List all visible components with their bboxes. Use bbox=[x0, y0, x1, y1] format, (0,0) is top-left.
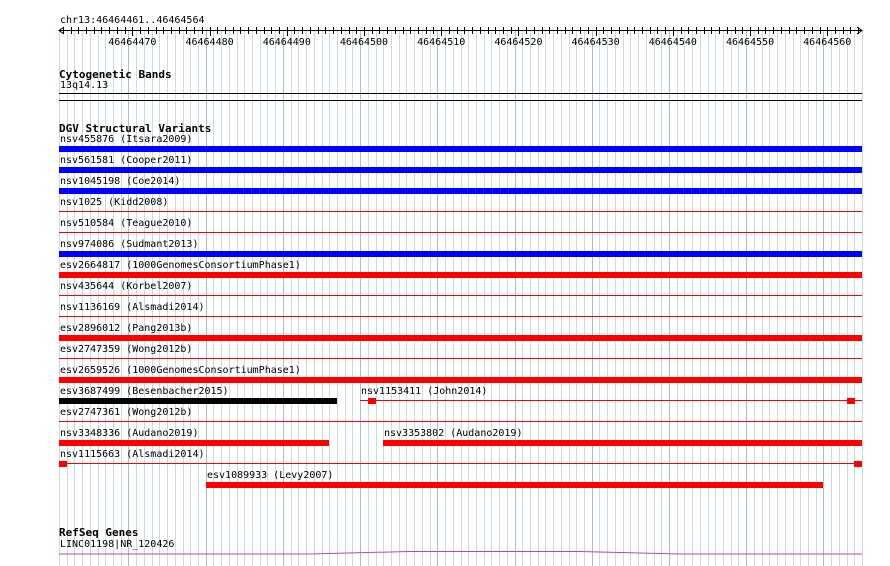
refseq-gene-label[interactable]: LINC01198|NR_120426 bbox=[60, 539, 175, 550]
location-label: chr13:46464461..46464564 bbox=[60, 15, 205, 26]
dgv-feature-label[interactable]: nsv510584 (Teague2010) bbox=[60, 218, 193, 229]
dgv-feature-bar[interactable] bbox=[59, 211, 862, 212]
dgv-feature-bar[interactable] bbox=[59, 440, 329, 446]
dgv-feature-label[interactable]: esv1089933 (Levy2007) bbox=[207, 470, 334, 481]
dgv-feature-label[interactable]: esv3687499 (Besenbacher2015) bbox=[60, 386, 229, 397]
refseq-track-title[interactable]: RefSeq Genes bbox=[59, 526, 139, 539]
refseq-gene-feature[interactable] bbox=[59, 546, 862, 558]
dgv-feature-label[interactable]: esv2747361 (Wong2012b) bbox=[60, 407, 193, 418]
dgv-feature-label[interactable]: esv2664817 (1000GenomesConsortiumPhase1) bbox=[60, 260, 301, 271]
ruler-tick-label: 46464560 bbox=[803, 37, 852, 48]
dgv-feature-label[interactable]: nsv1025 (Kidd2008) bbox=[60, 197, 169, 208]
dgv-feature-label[interactable]: nsv561581 (Cooper2011) bbox=[60, 155, 193, 166]
dgv-feature-start-block[interactable] bbox=[59, 461, 67, 467]
refseq-gene-line bbox=[59, 552, 862, 555]
track-divider bbox=[59, 100, 862, 101]
ruler-tick-label: 46464500 bbox=[339, 37, 389, 48]
dgv-feature-start-block[interactable] bbox=[368, 398, 376, 404]
dgv-feature-label[interactable]: esv2747359 (Wong2012b) bbox=[60, 344, 193, 355]
dgv-feature-label[interactable]: nsv1115663 (Alsmadi2014) bbox=[60, 449, 205, 460]
ruler-tick-label: 46464470 bbox=[108, 37, 157, 48]
dgv-feature-bar[interactable] bbox=[59, 232, 862, 233]
dgv-feature-bar[interactable] bbox=[59, 167, 862, 173]
ruler bbox=[0, 0, 890, 60]
dgv-feature-label[interactable]: nsv3353802 (Audano2019) bbox=[384, 428, 523, 439]
dgv-feature-bar[interactable] bbox=[59, 316, 862, 317]
dgv-feature-label[interactable]: esv2659526 (1000GenomesConsortiumPhase1) bbox=[60, 365, 301, 376]
dgv-feature-bar[interactable] bbox=[59, 251, 862, 257]
dgv-feature-label[interactable]: nsv1153411 (John2014) bbox=[361, 386, 488, 397]
dgv-feature-bar[interactable] bbox=[59, 421, 862, 422]
cytoband-track-title[interactable]: Cytogenetic Bands bbox=[59, 68, 172, 81]
ruler-tick-label: 46464540 bbox=[648, 37, 697, 48]
cytoband-label[interactable]: 13q14.13 bbox=[60, 80, 109, 91]
dgv-feature-label[interactable]: nsv1136169 (Alsmadi2014) bbox=[60, 302, 205, 313]
dgv-feature-label[interactable]: nsv974086 (Sudmant2013) bbox=[60, 239, 199, 250]
dgv-feature-end-block[interactable] bbox=[854, 461, 862, 467]
dgv-feature-bar[interactable] bbox=[59, 358, 862, 359]
dgv-feature-bar[interactable] bbox=[59, 272, 862, 278]
dgv-feature-bar[interactable] bbox=[59, 377, 862, 383]
ruler-tick-label: 46464510 bbox=[417, 37, 466, 48]
ruler-tick-label: 46464520 bbox=[494, 37, 543, 48]
dgv-feature-bar[interactable] bbox=[59, 188, 862, 194]
cytoband-line bbox=[59, 93, 862, 94]
dgv-feature-label[interactable]: esv2896012 (Pang2013b) bbox=[60, 323, 193, 334]
dgv-track-title[interactable]: DGV Structural Variants bbox=[59, 122, 212, 135]
dgv-feature-label[interactable]: nsv435644 (Korbel2007) bbox=[60, 281, 193, 292]
ruler-tick-label: 46464550 bbox=[725, 37, 775, 48]
dgv-feature-bar[interactable] bbox=[206, 482, 823, 488]
dgv-feature-label[interactable]: nsv455876 (Itsara2009) bbox=[60, 134, 193, 145]
dgv-feature-line[interactable] bbox=[360, 400, 862, 401]
ruler-tick-label: 46464530 bbox=[571, 37, 620, 48]
dgv-feature-bar[interactable] bbox=[59, 295, 862, 296]
ruler-tick-label: 46464480 bbox=[185, 37, 234, 48]
dgv-feature-end-block[interactable] bbox=[847, 398, 855, 404]
dgv-feature-label[interactable]: nsv1045198 (Coe2014) bbox=[60, 176, 181, 187]
dgv-feature-bar[interactable] bbox=[59, 146, 862, 152]
ruler-tick-label: 46464490 bbox=[262, 37, 311, 48]
dgv-feature-bar[interactable] bbox=[383, 440, 862, 446]
dgv-feature-bar[interactable] bbox=[59, 398, 337, 404]
dgv-feature-line[interactable] bbox=[59, 463, 862, 464]
dgv-feature-label[interactable]: nsv3348336 (Audano2019) bbox=[60, 428, 199, 439]
dgv-feature-bar[interactable] bbox=[59, 335, 862, 341]
